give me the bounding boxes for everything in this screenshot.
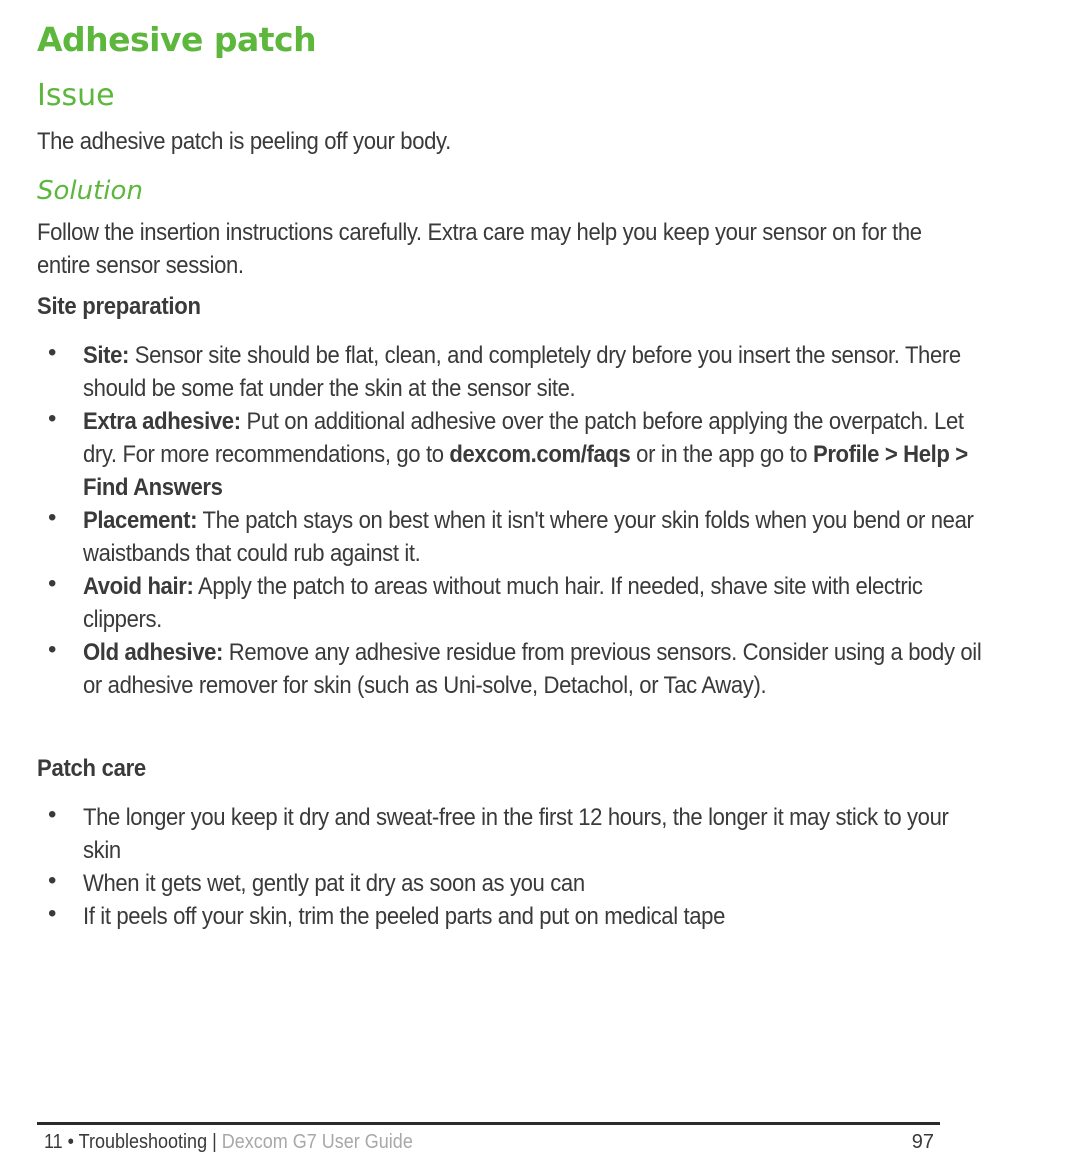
list-item — [37, 636, 1068, 702]
patch-care-heading: Patch care — [37, 755, 146, 782]
bullet-icon: • — [48, 504, 57, 531]
list-item — [37, 339, 1068, 405]
list-item — [37, 570, 1068, 636]
item-label: Placement: — [83, 507, 198, 534]
bullet-icon: • — [48, 405, 57, 432]
list-item — [37, 867, 1068, 900]
item-label: Site: — [83, 342, 130, 369]
app-menu-path: Profile > Help > Find Answers — [83, 441, 968, 501]
item-label: Extra adhesive: — [83, 408, 241, 435]
site-preparation-heading: Site preparation — [37, 293, 201, 320]
footer-chapter: 11 • Troubleshooting — [44, 1131, 208, 1153]
list-item — [37, 900, 1068, 933]
bullet-icon: • — [48, 801, 57, 828]
bullet-icon: • — [48, 636, 57, 663]
item-text-continued: or in the app go to — [630, 441, 813, 468]
issue-text: The adhesive patch is peeling off your body. — [37, 128, 451, 155]
footer-separator: | — [207, 1131, 222, 1153]
faq-link[interactable]: dexcom.com/faqs — [449, 441, 631, 468]
item-text: Apply the patch to areas without much hair. If needed, shave site with electric clippers. — [83, 573, 923, 633]
item-text: The patch stays on best when it isn't where your skin folds when you bend or near waistbands that could rub against it. — [83, 507, 974, 567]
bullet-icon: • — [48, 339, 57, 366]
bullet-icon: • — [48, 900, 57, 927]
page-title: Adhesive patch — [37, 20, 317, 59]
site-preparation-list — [37, 339, 1068, 702]
solution-text: Follow the insertion instructions carefully. Extra care may help you keep your sensor on for the entire sensor session. — [37, 219, 922, 279]
list-item — [37, 801, 1068, 867]
patch-care-list — [37, 801, 1068, 933]
list-item — [37, 504, 1068, 570]
item-text: When it gets wet, gently pat it dry as soon as you can — [83, 870, 585, 897]
page-number: 97 — [911, 1131, 934, 1153]
item-label: Avoid hair: — [83, 573, 194, 600]
list-item — [37, 405, 1068, 504]
item-text: Sensor site should be flat, clean, and completely dry before you insert the sensor. There should be some fat under the skin at the sensor site. — [83, 342, 961, 402]
item-text: Put on additional adhesive over the patch before applying the overpatch. Let dry. For more recommendations, go to — [83, 408, 964, 468]
item-text: Remove any adhesive residue from previous sensors. Consider using a body oil or adhesive remover for skin (such as Uni-solve, Detachol, or Tac Away). — [83, 639, 982, 699]
bullet-icon: • — [48, 570, 57, 597]
solution-heading: Solution — [37, 176, 143, 206]
footer-divider — [37, 1122, 940, 1125]
item-label: Old adhesive: — [83, 639, 224, 666]
footer-section — [44, 1131, 413, 1154]
issue-heading: Issue — [37, 78, 115, 113]
item-text: If it peels off your skin, trim the peeled parts and put on medical tape — [83, 903, 726, 930]
bullet-icon: • — [48, 867, 57, 894]
item-text: The longer you keep it dry and sweat-free in the first 12 hours, the longer it may stick to your skin — [83, 804, 949, 864]
footer-guide-title: Dexcom G7 User Guide — [221, 1131, 413, 1153]
